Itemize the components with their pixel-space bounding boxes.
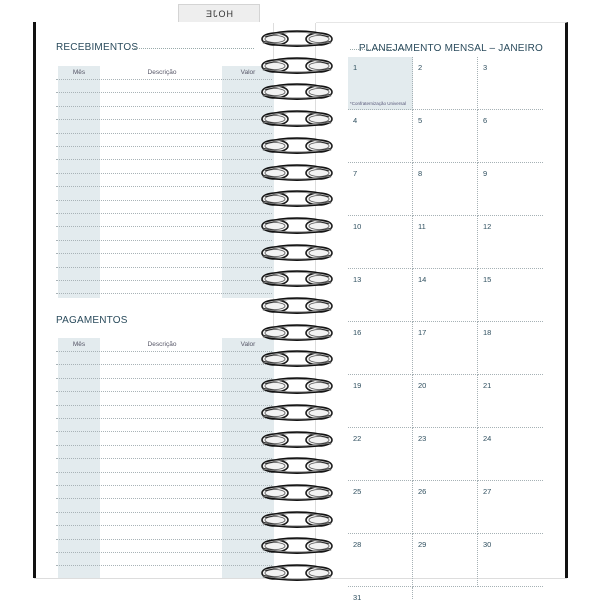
ledger-row-line [56, 253, 272, 254]
col-header-month: Mês [72, 341, 86, 348]
ledger-row-line [56, 226, 272, 227]
calendar-day-3[interactable] [478, 57, 543, 110]
right-page [316, 22, 568, 600]
day-number: 16 [353, 328, 362, 337]
payments-title: PAGAMENTOS [56, 315, 128, 326]
spiral-ring [259, 482, 335, 502]
spiral-ring [259, 535, 335, 555]
today-tab-label: HOJE [204, 8, 233, 19]
calendar-day-29[interactable] [413, 534, 478, 587]
spiral-ring [259, 375, 335, 395]
col-header-value: Valor [240, 341, 256, 348]
spiral-ring [259, 402, 335, 422]
ledger-row-line [56, 146, 272, 147]
day-number: 5 [418, 116, 423, 125]
calendar-day-17[interactable] [413, 322, 478, 375]
day-number: 21 [483, 381, 492, 390]
day-number: 30 [483, 540, 492, 549]
calendar-day-27[interactable] [478, 481, 543, 534]
spiral-ring [259, 509, 335, 529]
ledger-row-line [56, 213, 272, 214]
month-column-shade [58, 66, 100, 298]
day-number: 7 [353, 169, 358, 178]
spiral-ring [259, 322, 335, 342]
spiral-ring [259, 455, 335, 475]
day-number: 10 [353, 222, 362, 231]
ledger-row-line [56, 418, 272, 419]
ledger-row-line [56, 79, 272, 80]
calendar-day-28[interactable] [348, 534, 413, 587]
day-number: 29 [418, 540, 427, 549]
calendar-day-15[interactable] [478, 269, 543, 322]
day-number: 22 [353, 434, 362, 443]
receipts-title-rule [134, 48, 254, 49]
ledger-row-line [56, 92, 272, 93]
ledger-row-line [56, 173, 272, 174]
calendar-day-18[interactable] [478, 322, 543, 375]
day-number: 2 [418, 63, 423, 72]
calendar-day-22[interactable] [348, 428, 413, 481]
spiral-ring [259, 81, 335, 101]
day-number: 25 [353, 487, 362, 496]
day-number: 19 [353, 381, 362, 390]
calendar-title: PLANEJAMENTO MENSAL – JANEIRO [358, 43, 543, 54]
spiral-ring [259, 55, 335, 75]
day-number: 18 [483, 328, 492, 337]
col-header-description: Descrição [147, 341, 177, 348]
spiral-ring [259, 348, 335, 368]
day-number: 11 [418, 222, 426, 231]
calendar-day-16[interactable] [348, 322, 413, 375]
ledger-row-line [56, 351, 272, 352]
calendar-day-24[interactable] [478, 428, 543, 481]
ledger-row-line [56, 539, 272, 540]
ledger-row-line [56, 498, 272, 499]
receipts-title: RECEBIMENTOS [56, 42, 139, 53]
calendar-day-23[interactable] [413, 428, 478, 481]
spiral-ring [259, 562, 335, 582]
day-number: 23 [418, 434, 427, 443]
calendar-day-20[interactable] [413, 375, 478, 428]
left-page [33, 22, 273, 578]
day-number: 17 [418, 328, 427, 337]
calendar-day-7[interactable] [348, 163, 413, 216]
spiral-ring [259, 295, 335, 315]
calendar-day-25[interactable] [348, 481, 413, 534]
ledger-row-line [56, 525, 272, 526]
day-number: 12 [483, 222, 492, 231]
col-header-month: Mês [72, 69, 86, 76]
day-number: 27 [483, 487, 492, 496]
ledger-row-line [56, 512, 272, 513]
day-number: 14 [418, 275, 427, 284]
day-number: 28 [353, 540, 362, 549]
calendar-day-30[interactable] [478, 534, 543, 587]
calendar-day-2[interactable] [413, 57, 478, 110]
calendar-day-26[interactable] [413, 481, 478, 534]
spiral-ring [259, 162, 335, 182]
ledger-row-line [56, 378, 272, 379]
ledger-row-line [56, 431, 272, 432]
day-number: 8 [418, 169, 423, 178]
payments-table [56, 338, 272, 578]
calendar-day-13[interactable] [348, 269, 413, 322]
ledger-row-line [56, 472, 272, 473]
day-number: 20 [418, 381, 427, 390]
calendar-day-6[interactable] [478, 110, 543, 163]
spiral-ring [259, 135, 335, 155]
day-number: 9 [483, 169, 488, 178]
ledger-row-line [56, 240, 272, 241]
ledger-row-line [56, 405, 272, 406]
day-number: 15 [483, 275, 492, 284]
spiral-binding [259, 28, 335, 592]
receipts-table [56, 66, 272, 298]
calendar-day-19[interactable] [348, 375, 413, 428]
day-number: 26 [418, 487, 427, 496]
calendar-day-8[interactable] [413, 163, 478, 216]
ledger-row-line [56, 106, 272, 107]
ledger-row-line [56, 159, 272, 160]
calendar-day-4[interactable] [348, 110, 413, 163]
spiral-ring [259, 268, 335, 288]
calendar-day-31[interactable] [348, 587, 413, 600]
day-number: 1 [353, 63, 358, 72]
calendar-day-14[interactable] [413, 269, 478, 322]
calendar-day-12[interactable] [478, 216, 543, 269]
spiral-ring [259, 188, 335, 208]
col-header-description: Descrição [147, 69, 177, 76]
day-number: 4 [353, 116, 358, 125]
calendar-day-21[interactable] [478, 375, 543, 428]
calendar-day-5[interactable] [413, 110, 478, 163]
ledger-row-line [56, 565, 272, 566]
ledger-row-line [56, 186, 272, 187]
ledger-row-line [56, 133, 272, 134]
ledger-row-line [56, 267, 272, 268]
ledger-row-line [56, 119, 272, 120]
ledger-row-line [56, 280, 272, 281]
ledger-row-line [56, 293, 272, 294]
spiral-ring [259, 215, 335, 235]
spiral-ring [259, 108, 335, 128]
calendar-day-10[interactable] [348, 216, 413, 269]
calendar-day-9[interactable] [478, 163, 543, 216]
calendar-day-1[interactable] [348, 57, 413, 110]
day-number: 13 [353, 275, 362, 284]
ledger-row-line [56, 200, 272, 201]
spiral-ring [259, 242, 335, 262]
ledger-row-line [56, 445, 272, 446]
holiday-note: *Confraternização Universal [350, 101, 407, 106]
spiral-ring [259, 429, 335, 449]
ledger-row-line [56, 364, 272, 365]
ledger-row-line [56, 552, 272, 553]
spiral-ring [259, 28, 335, 48]
day-number: 6 [483, 116, 488, 125]
ledger-row-line [56, 391, 272, 392]
today-tab[interactable] [178, 4, 260, 22]
day-number: 31 [353, 593, 362, 600]
col-header-value: Valor [240, 69, 256, 76]
day-number: 24 [483, 434, 492, 443]
ledger-row-line [56, 458, 272, 459]
day-number: 3 [483, 63, 488, 72]
ledger-row-line [56, 485, 272, 486]
calendar-day-11[interactable] [413, 216, 478, 269]
